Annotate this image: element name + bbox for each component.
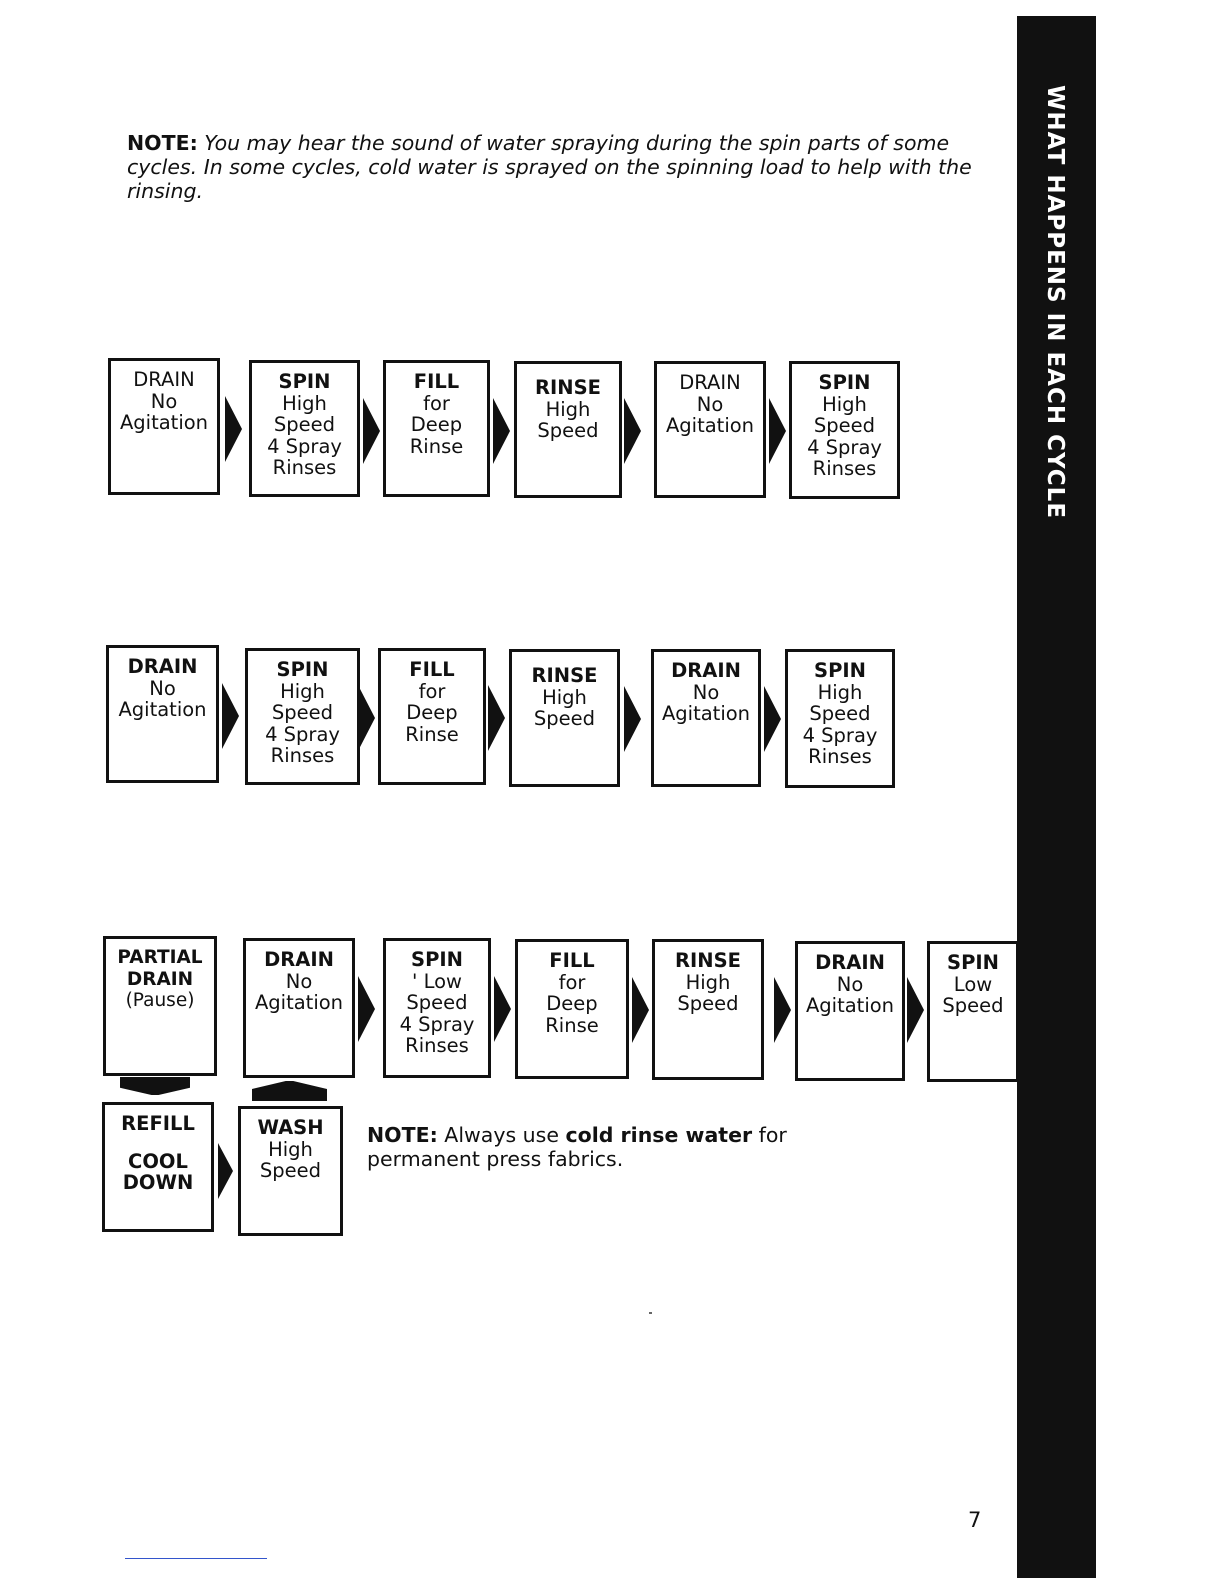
r1-spin-box [249, 360, 360, 497]
step-line: for [423, 391, 450, 415]
step-title: COOL [128, 1149, 188, 1173]
step-title: DRAIN [671, 659, 741, 682]
step-line: for [418, 679, 446, 703]
step-line: Low [953, 972, 993, 996]
step-line: High [545, 397, 591, 421]
step-line: Speed [533, 707, 596, 730]
step-title: SPIN [814, 659, 866, 682]
step-line: 4 Spray [807, 435, 882, 459]
step-line: No [149, 676, 176, 700]
step-line: 4 Spray [265, 722, 340, 746]
step-line: Rinses [270, 744, 335, 767]
step-line: 4 Spray [802, 723, 878, 747]
note-cold-rinse [367, 1123, 827, 1171]
note-label: NOTE: [127, 131, 198, 155]
step-line: 4 Spray [267, 434, 342, 458]
step-line: Speed [259, 1159, 322, 1182]
step-line: Speed [942, 994, 1004, 1017]
down-arrow-icon [120, 1077, 190, 1095]
step-title: REFILL [121, 1112, 195, 1135]
step-title: FILL [409, 658, 455, 681]
r1-rinse-box [514, 361, 622, 498]
flow-arrow [493, 398, 510, 464]
step-line: Rinse [545, 1013, 599, 1037]
step-line: ' Low [412, 969, 462, 993]
scan-speck [649, 1312, 652, 1314]
step-title: SPIN [818, 371, 871, 394]
r1-spin2-box [789, 361, 900, 499]
step-line: (Pause) [125, 990, 195, 1011]
side-tab-title: WHAT HAPPENS IN EACH CYCLE [1042, 85, 1068, 520]
step-line: Agitation [119, 411, 209, 434]
step-line: Rinse [405, 722, 459, 746]
step-line: High [280, 679, 325, 703]
step-line: Rinses [808, 745, 872, 768]
step-line: for [558, 970, 586, 994]
flow-arrow [907, 977, 924, 1043]
step-line: Speed [406, 991, 468, 1014]
r2-spin2-box [785, 649, 895, 788]
step-line: High [282, 391, 327, 415]
step-line: Rinses [812, 457, 877, 480]
step-line: Rinses [405, 1034, 469, 1057]
step-line: Deep [546, 992, 598, 1015]
flow-arrow [225, 396, 242, 462]
r3-drain2-box [795, 941, 905, 1081]
step-spacer [105, 1135, 211, 1151]
r2-drain-box [106, 645, 219, 783]
note-text: Always use [437, 1123, 566, 1147]
r2-fill-box [378, 648, 486, 785]
step-line: Deep [406, 701, 458, 724]
step-line: High [685, 970, 731, 994]
step-title: RINSE [535, 376, 601, 399]
r2-rinse-box [509, 649, 620, 787]
step-line: No [836, 972, 864, 996]
r3-fill-box [515, 939, 629, 1079]
step-line: Rinses [272, 456, 337, 479]
flow-arrow [774, 977, 791, 1043]
flow-arrow [764, 686, 781, 752]
step-line: Agitation [665, 414, 755, 437]
flow-arrow [494, 976, 511, 1042]
step-title: WASH [257, 1116, 324, 1139]
flow-arrow [624, 686, 641, 752]
step-title: RINSE [531, 664, 598, 687]
step-line: Speed [813, 414, 876, 437]
r1-drain-box [108, 358, 220, 495]
step-title: DRAIN [264, 948, 334, 971]
step-line: Agitation [254, 991, 344, 1014]
flow-arrow [363, 398, 380, 464]
flow-arrow [624, 398, 641, 464]
step-line: High [822, 392, 867, 416]
flow-arrow [218, 1143, 233, 1199]
step-title: DOWN [122, 1171, 194, 1194]
flow-arrow [358, 976, 375, 1042]
step-title: SPIN [278, 370, 331, 393]
step-line: Speed [537, 419, 599, 442]
r3-spin-box [383, 938, 491, 1078]
refill-cool-down-box [102, 1102, 214, 1232]
note-label: NOTE: [367, 1123, 438, 1147]
step-line: Speed [273, 413, 336, 436]
step-title: DRAIN [133, 368, 195, 391]
step-title: FILL [549, 949, 595, 972]
step-title: DRAIN [126, 968, 194, 990]
step-line: Speed [809, 702, 871, 725]
step-title: FILL [413, 370, 460, 393]
step-title: DRAIN [679, 371, 741, 394]
step-title: DRAIN [127, 655, 198, 678]
step-line: Speed [271, 701, 334, 724]
note-text: for permanent press fabrics. [367, 1123, 787, 1171]
r1-drain2-box [654, 361, 766, 498]
step-line: Rinse [409, 434, 464, 458]
step-title: SPIN [411, 948, 463, 971]
up-arrow-icon [252, 1081, 327, 1101]
step-line: No [150, 389, 178, 413]
flow-arrow [222, 683, 239, 749]
r3-partial-drain-box [103, 936, 217, 1076]
step-line: No [692, 680, 720, 704]
step-line: Agitation [661, 702, 751, 725]
step-line: No [696, 392, 724, 416]
step-title: PARTIAL [117, 947, 203, 968]
step-title: DRAIN [815, 951, 885, 974]
step-line: Agitation [118, 698, 207, 721]
flow-arrow [632, 977, 649, 1043]
step-line: 4 Spray [399, 1012, 475, 1036]
step-line: No [285, 969, 313, 993]
r3-spin2-box [927, 941, 1019, 1082]
step-line: Deep [410, 413, 463, 436]
flow-arrow [488, 685, 505, 751]
step-title: SPIN [276, 658, 329, 681]
step-title: RINSE [675, 949, 741, 972]
r1-fill-box [383, 360, 490, 497]
note-text: You may hear the sound of water spraying during the spin parts of some cycles. In some cycles, cold water is sprayed on the spinning load to help with the rinsing. [127, 131, 972, 203]
step-line: Speed [677, 992, 739, 1015]
flow-arrow [769, 398, 786, 464]
footer-rule [125, 1558, 267, 1559]
step-title: SPIN [947, 951, 999, 974]
flow-arrow [358, 685, 375, 751]
step-line: High [268, 1137, 313, 1161]
r3-drain-box [243, 938, 355, 1078]
step-line: High [817, 680, 863, 704]
note-emphasis: cold rinse water [565, 1123, 753, 1147]
wash-box [238, 1106, 343, 1236]
r2-drain2-box [651, 649, 761, 787]
note-spray [127, 131, 1007, 203]
r3-rinse-box [652, 939, 764, 1080]
step-line: High [542, 685, 587, 709]
page-number: 7 [968, 1508, 982, 1532]
step-line: Agitation [805, 994, 895, 1017]
r2-spin-box [245, 648, 360, 785]
